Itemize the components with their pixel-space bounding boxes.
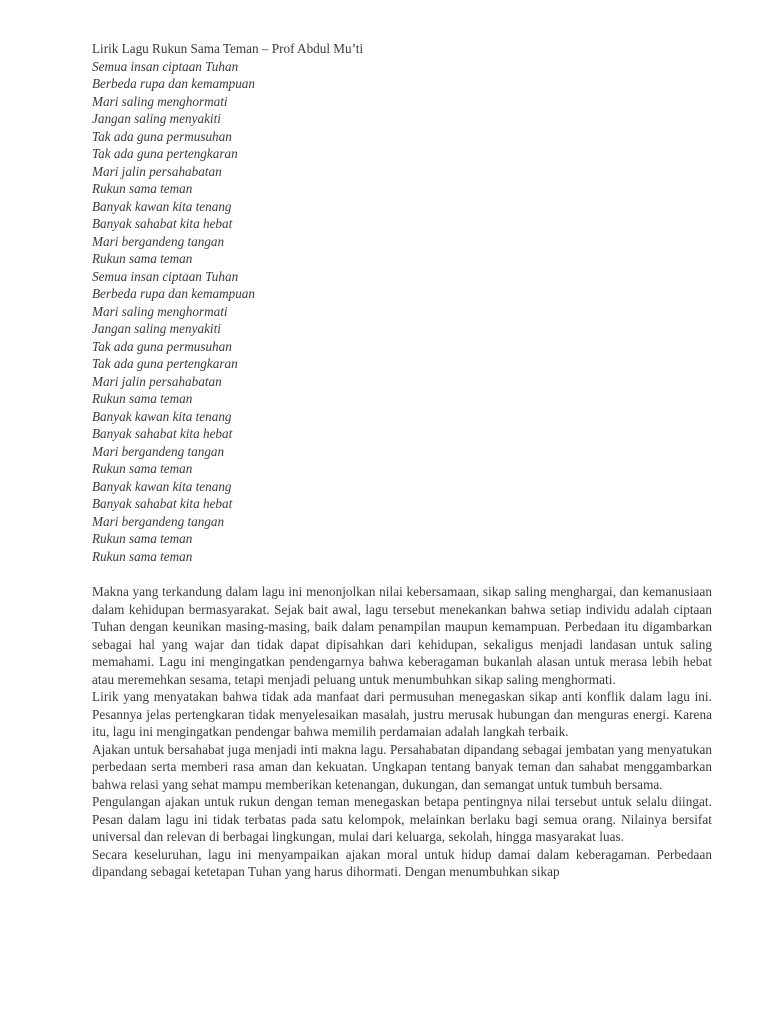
lyric-line: Tak ada guna pertengkaran [92, 146, 238, 161]
lyric-line: Tak ada guna pertengkaran [92, 356, 238, 371]
lyric-line: Banyak kawan kita tenang [92, 408, 232, 424]
lyric-line: Jangan saling menyakiti [92, 321, 221, 336]
lyric-line: Mari bergandeng tangan [92, 233, 225, 249]
lyric-line: Berbeda rupa dan kemampuan [92, 76, 255, 91]
lyric-line: Mari jalin persahabatan [92, 373, 222, 389]
body-paragraph: Makna yang terkandung dalam lagu ini menonjolkan nilai kebersamaan, sikap saling menghargai, dan kemanusiaan dalam kehidupan bermasyarakat. Sejak bait awal, lagu tersebut menekankan bahwa setiap individu adalah ciptaan Tuhan dengan keunikan masing-masing, baik dalam penampilan maupun kemampuan. Perbedaan itu digambarkan sebagai hal yang wajar dan tidak dapat dipisahkan dari kehidupan, sekaligus menjadi landasan untuk saling memahami. Lagu ini mengingatkan pendengarnya bahwa keberagaman bukanlah alasan untuk merasa lebih hebat atau meremehkan sesama, tetapi menjadi peluang untuk menumbuhkan sikap saling menghormati. [92, 584, 712, 687]
lyric-line: Mari saling menghormati [92, 303, 228, 319]
body-paragraph: Lirik yang menyatakan bahwa tidak ada manfaat dari permusuhan menegaskan sikap anti konflik dalam lagu ini. Pesannya jelas pertengkaran tidak menyelesaikan masalah, justru merusak hubungan dan menguras energi. Karena itu, lagu ini mengingatkan pendengar bahwa memilih perdamaian adalah langkah terbaik. [92, 689, 712, 739]
body-paragraph: Pengulangan ajakan untuk rukun dengan teman menegaskan betapa pentingnya nilai tersebut untuk selalu diingat. Pesan dalam lagu ini tidak terbatas pada satu kelompok, melainkan berlaku bagi semua orang. Nilainya bersifat universal dan relevan di berbagai lingkungan, mulai dari keluarga, sekolah, hingga masyarakat luas. [92, 794, 712, 844]
lyric-line: Mari saling menghormati [92, 93, 228, 109]
lyric-line: Rukun sama teman [92, 181, 193, 196]
lyric-line: Banyak kawan kita tenang [92, 478, 232, 494]
lyric-line: Rukun sama teman [92, 531, 193, 546]
document-page [92, 40, 712, 881]
lyric-line: Mari bergandeng tangan [92, 513, 225, 529]
lyric-line: Tak ada guna permusuhan [92, 128, 232, 144]
lyric-line: Berbeda rupa dan kemampuan [92, 286, 255, 301]
lyric-line: Banyak sahabat kita hebat [92, 496, 233, 511]
lyrics-list [92, 58, 712, 566]
lyric-line: Rukun sama teman [92, 251, 193, 266]
lyric-line: Banyak sahabat kita hebat [92, 216, 233, 231]
lyric-line: Banyak kawan kita tenang [92, 198, 232, 214]
lyric-line: Tak ada guna permusuhan [92, 338, 232, 354]
lyric-line: Semua insan ciptaan Tuhan [92, 268, 239, 284]
body-paragraph: Ajakan untuk bersahabat juga menjadi inti makna lagu. Persahabatan dipandang sebagai jembatan yang menyatukan perbedaan serta memberi rasa aman dan kekuatan. Ungkapan tentang banyak teman dan sahabat menggambarkan bahwa relasi yang sehat mampu memberikan ketenangan, dukungan, dan semangat untuk tumbuh bersama. [92, 741, 712, 792]
lyric-line: Banyak sahabat kita hebat [92, 426, 233, 441]
lyric-line: Rukun sama teman [92, 461, 193, 476]
page-title: Lirik Lagu Rukun Sama Teman – Prof Abdul Mu’ti [92, 41, 364, 56]
lyric-line: Mari bergandeng tangan [92, 443, 225, 459]
lyric-line: Jangan saling menyakiti [92, 111, 221, 126]
lyric-line: Mari jalin persahabatan [92, 163, 222, 179]
lyric-line: Rukun sama teman [92, 548, 193, 564]
lyric-line: Semua insan ciptaan Tuhan [92, 58, 239, 74]
body-paragraph: Secara keseluruhan, lagu ini menyampaikan ajakan moral untuk hidup damai dalam keberagaman. Perbedaan dipandang sebagai ketetapan Tuhan yang harus dihormati. Dengan menumbuhkan sikap [92, 846, 712, 879]
section-spacer [92, 565, 712, 583]
lyric-line: Rukun sama teman [92, 391, 193, 406]
